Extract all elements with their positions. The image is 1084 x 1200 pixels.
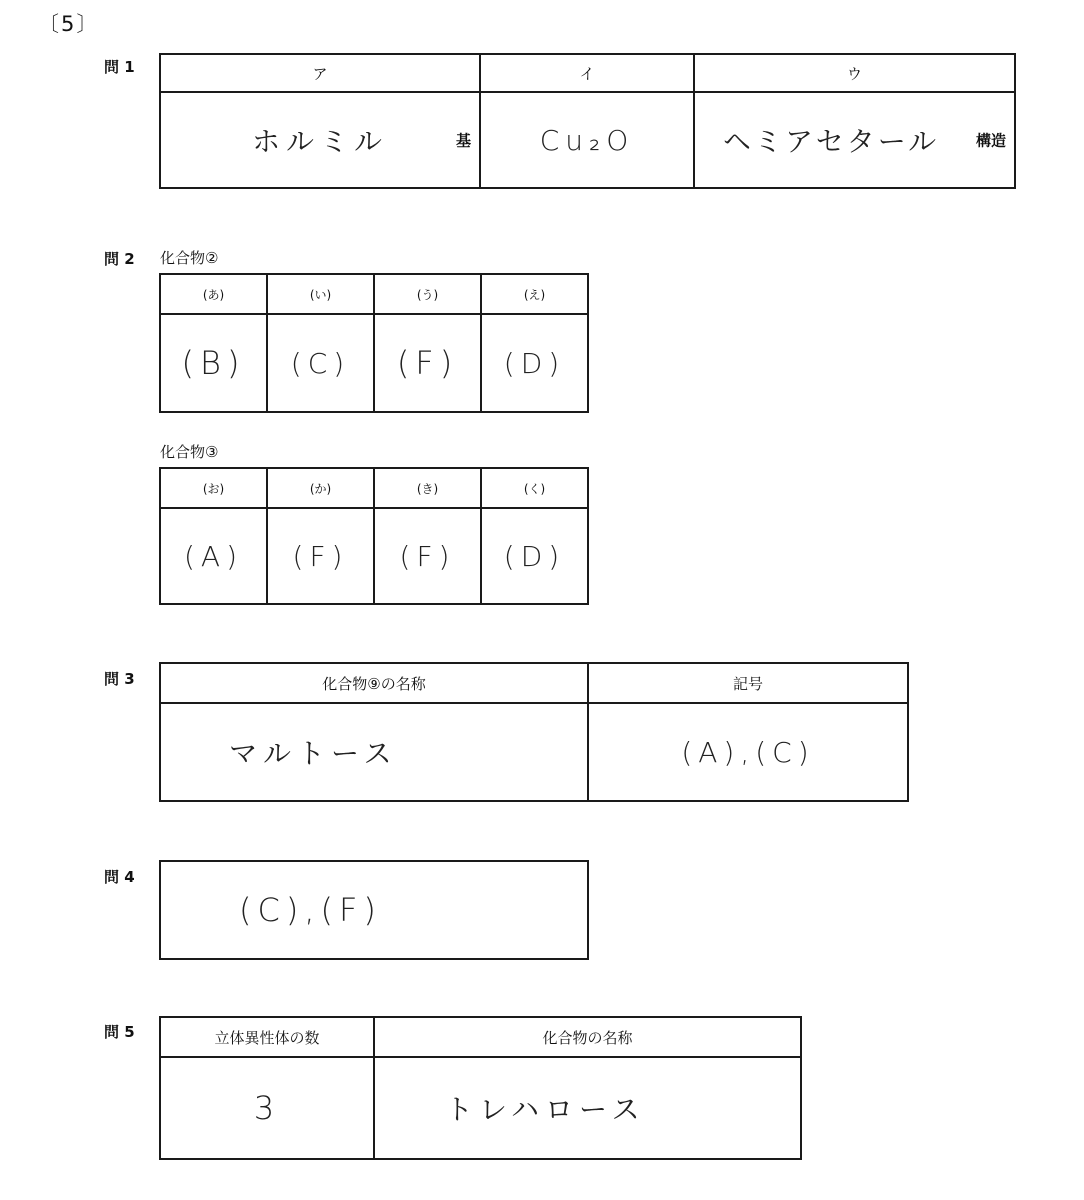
q1-answer-table <box>159 53 1016 189</box>
compound3-answer-cell[interactable] <box>481 508 588 604</box>
q1-answer-a-cell[interactable] <box>160 92 480 188</box>
compound2-label: 化合物② <box>160 249 219 267</box>
compound3-header-o: (お) <box>160 468 267 508</box>
compound2-answer-cell[interactable] <box>481 314 588 412</box>
compound2-answer-cell[interactable] <box>160 314 267 412</box>
compound3-answer-cell[interactable] <box>267 508 374 604</box>
compound2-answer-u: (F) <box>396 344 459 382</box>
compound3-answer-cell[interactable] <box>160 508 267 604</box>
q1-suffix-a: 基 <box>455 131 471 150</box>
q5-header-count: 立体異性体の数 <box>160 1017 374 1057</box>
compound2-header-i: (い) <box>267 274 374 314</box>
compound3-table <box>159 467 589 605</box>
q3-answer-table <box>159 662 909 802</box>
question-1-label: 問 1 <box>104 58 135 76</box>
compound3-header-ki: (き) <box>374 468 481 508</box>
compound3-answer-ka: (F) <box>292 539 349 573</box>
q1-header-a: ア <box>160 54 480 92</box>
q3-answer-name-cell[interactable] <box>160 703 588 801</box>
compound2-answer-cell[interactable] <box>267 314 374 412</box>
compound2-header-u: (う) <box>374 274 481 314</box>
question-4-label: 問 4 <box>104 868 135 886</box>
q5-answer-table <box>159 1016 802 1160</box>
q5-answer-count-cell[interactable] <box>160 1057 374 1159</box>
compound3-answer-o: (A) <box>183 539 243 573</box>
q4-answer: (C),(F) <box>239 891 382 929</box>
q3-answer-symbol: (A),(C) <box>681 735 815 769</box>
q4-answer-table <box>159 860 589 960</box>
q1-answer-i: Cu₂O <box>539 123 635 157</box>
q3-header-symbol: 記号 <box>588 663 908 703</box>
compound3-header-ka: (か) <box>267 468 374 508</box>
compound2-table <box>159 273 589 413</box>
q1-answer-i-cell[interactable] <box>480 92 694 188</box>
compound2-answer-i: (C) <box>290 346 351 380</box>
section-number: 〔5〕 <box>38 12 100 36</box>
q1-answer-a: ホルミル <box>251 125 388 158</box>
q5-answer-name-cell[interactable] <box>374 1057 801 1159</box>
compound2-answer-a: (B) <box>181 344 246 382</box>
compound2-header-a: (あ) <box>160 274 267 314</box>
question-5-label: 問 5 <box>104 1023 135 1041</box>
q1-suffix-u: 構造 <box>975 131 1006 150</box>
compound3-header-ku: (く) <box>481 468 588 508</box>
q1-header-i: イ <box>480 54 694 92</box>
q3-answer-symbol-cell[interactable] <box>588 703 908 801</box>
q4-answer-cell[interactable] <box>160 861 588 959</box>
q5-answer-name: トレハロース <box>445 1093 646 1126</box>
compound3-answer-ki: (F) <box>399 539 456 573</box>
q3-answer-name: マルトース <box>229 737 398 770</box>
compound2-header-e: (え) <box>481 274 588 314</box>
compound3-answer-ku: (D) <box>503 539 566 573</box>
q1-answer-u-cell[interactable] <box>694 92 1015 188</box>
compound3-label: 化合物③ <box>160 443 219 461</box>
question-2-label: 問 2 <box>104 250 135 268</box>
q5-header-name: 化合物の名称 <box>374 1017 801 1057</box>
question-3-label: 問 3 <box>104 670 135 688</box>
q1-header-u: ウ <box>694 54 1015 92</box>
compound2-answer-cell[interactable] <box>374 314 481 412</box>
compound3-answer-cell[interactable] <box>374 508 481 604</box>
compound2-answer-e: (D) <box>503 346 566 380</box>
q5-answer-count: 3 <box>253 1089 281 1127</box>
q3-header-name: 化合物⑨の名称 <box>160 663 588 703</box>
q1-answer-u: ヘミアセタール <box>723 125 940 158</box>
